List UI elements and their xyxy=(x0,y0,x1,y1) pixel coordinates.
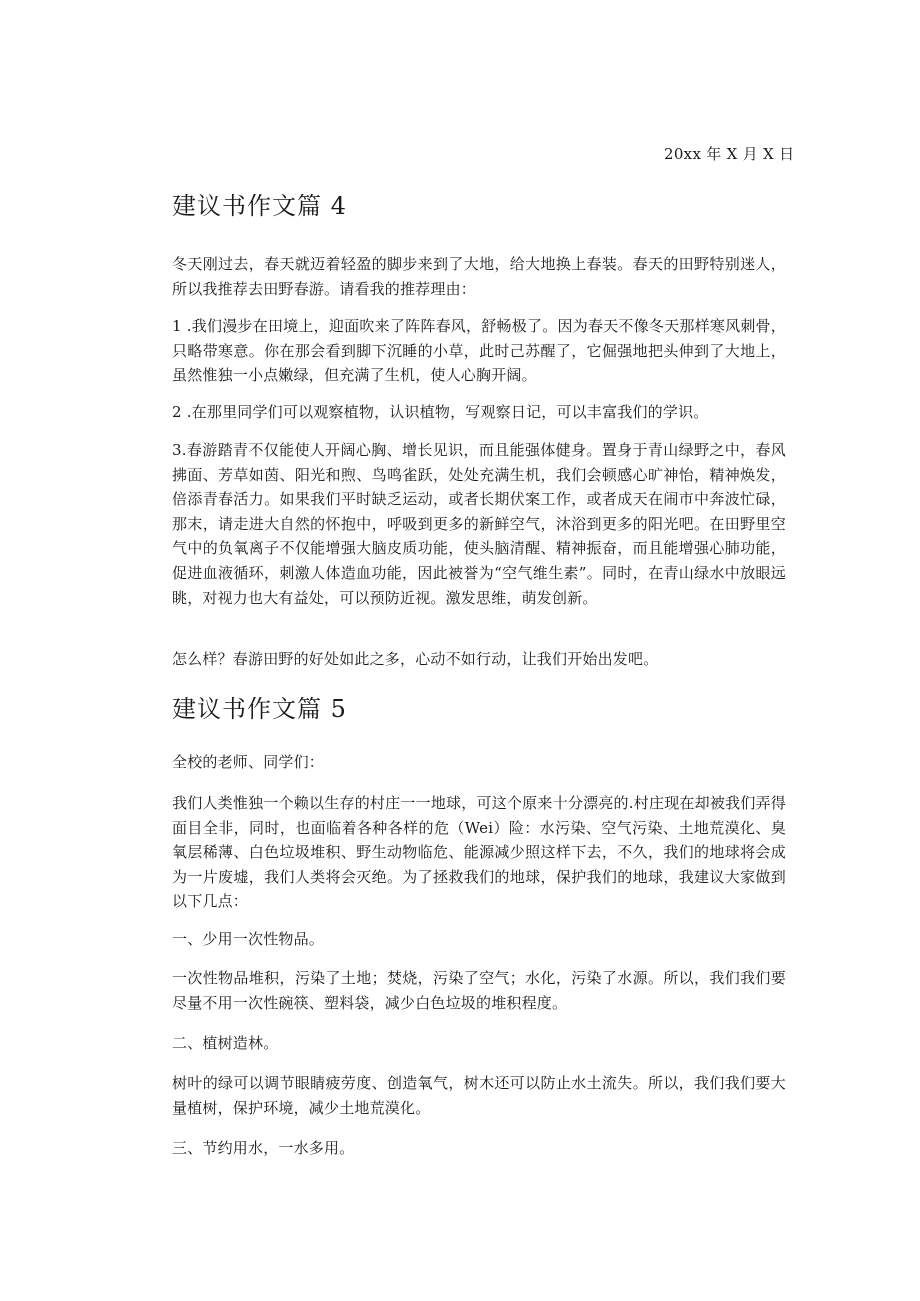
section-5-paragraph-4: 一次性物品堆积，污染了土地；焚烧，污染了空气；水化，污染了水源。所以，我们我们要尽量不用一次性碗筷、塑料袋，减少白色垃圾的堆积程度。 xyxy=(172,969,786,1012)
section-5-paragraph-2: 我们人类惟独一个赖以生存的村庄一一地球，可这个原来十分漂亮的.村庄现在却被我们弄得面目全非，同时，也面临着各种各样的危（Wei）险：水污染、空气污染、土地荒漠化、臭氧层稀薄、白色垃圾堆积、野生动物临危、能源减少照这样下去，不久，我们的地球将会成为一片废墟，我们人类将会灭绝。为了拯救我们的地球，保护我们的地球，我建议大家做到以下几点： xyxy=(172,794,786,911)
section-4-paragraph-3: 2 .在那里同学们可以观察植物，认识植物，写观察日记，可以丰富我们的学识。 xyxy=(172,403,709,421)
section-5-paragraph-6: 树叶的绿可以调节眼睛疲劳度、创造氧气，树木还可以防止水土流失。所以，我们我们要大量植树，保护环境，减少土地荒漠化。 xyxy=(172,1074,786,1117)
section-4-paragraph-2: 1 .我们漫步在田境上，迎面吹来了阵阵春风，舒畅极了。因为春天不像冬天那样寒风刺骨，只略带寒意。你在那会看到脚下沉睡的小草，此时己苏醒了，它倔强地把头伸到了大地上，虽然惟独一小点嫩绿，但充满了生机，使人心胸开阔。 xyxy=(172,317,786,385)
section-5-paragraph-3: 一、少用一次性物品。 xyxy=(172,930,325,948)
section-5-paragraph-1: 全校的老师、同学们： xyxy=(172,753,325,771)
section-4-title: 建议书作文篇 4 xyxy=(172,192,347,220)
section-4-paragraph-4: 3.春游踏青不仅能使人开阔心胸、增长见识，而且能强体健身。置身于青山绿野之中，春风拂面、芳草如茵、阳光和煦、鸟鸣雀跃，处处充满生机，我们会顿感心旷神怡，精神焕发，倍添青春活力。如果我们平时缺乏运动，或者长期伏案工作，或者成天在闹市中奔波忙碌，那末，请走进大自然的怀抱中，呼吸到更多的新鲜空气，沐浴到更多的阳光吧。在田野里空气中的负氧离子不仅能增强大脑皮质功能，使头脑清醒、精神振奋，而且能增强心肺功能，促进血液循环，刺激人体造血功能，因此被誉为“空气维生素”。同时，在青山绿水中放眼远眺，对视力也大有益处，可以预防近视。激发思维，萌发创新。 xyxy=(172,441,786,607)
section-4-paragraph-5: 怎么样？春游田野的好处如此之多，心动不如行动，让我们开始出发吧。 xyxy=(172,650,659,668)
section-5-title: 建议书作文篇 5 xyxy=(172,695,347,723)
section-5-paragraph-5: 二、植树造林。 xyxy=(172,1034,279,1052)
section-4-paragraph-1: 冬天刚过去，春天就迈着轻盈的脚步来到了大地，给大地换上春装。春天的田野特别迷人，所以我推荐去田野春游。请看我的推荐理由： xyxy=(172,255,786,298)
section-5-paragraph-7: 三、节约用水，一水多用。 xyxy=(172,1139,355,1157)
document-date: 20xx 年 X 月 X 日 xyxy=(664,145,795,163)
